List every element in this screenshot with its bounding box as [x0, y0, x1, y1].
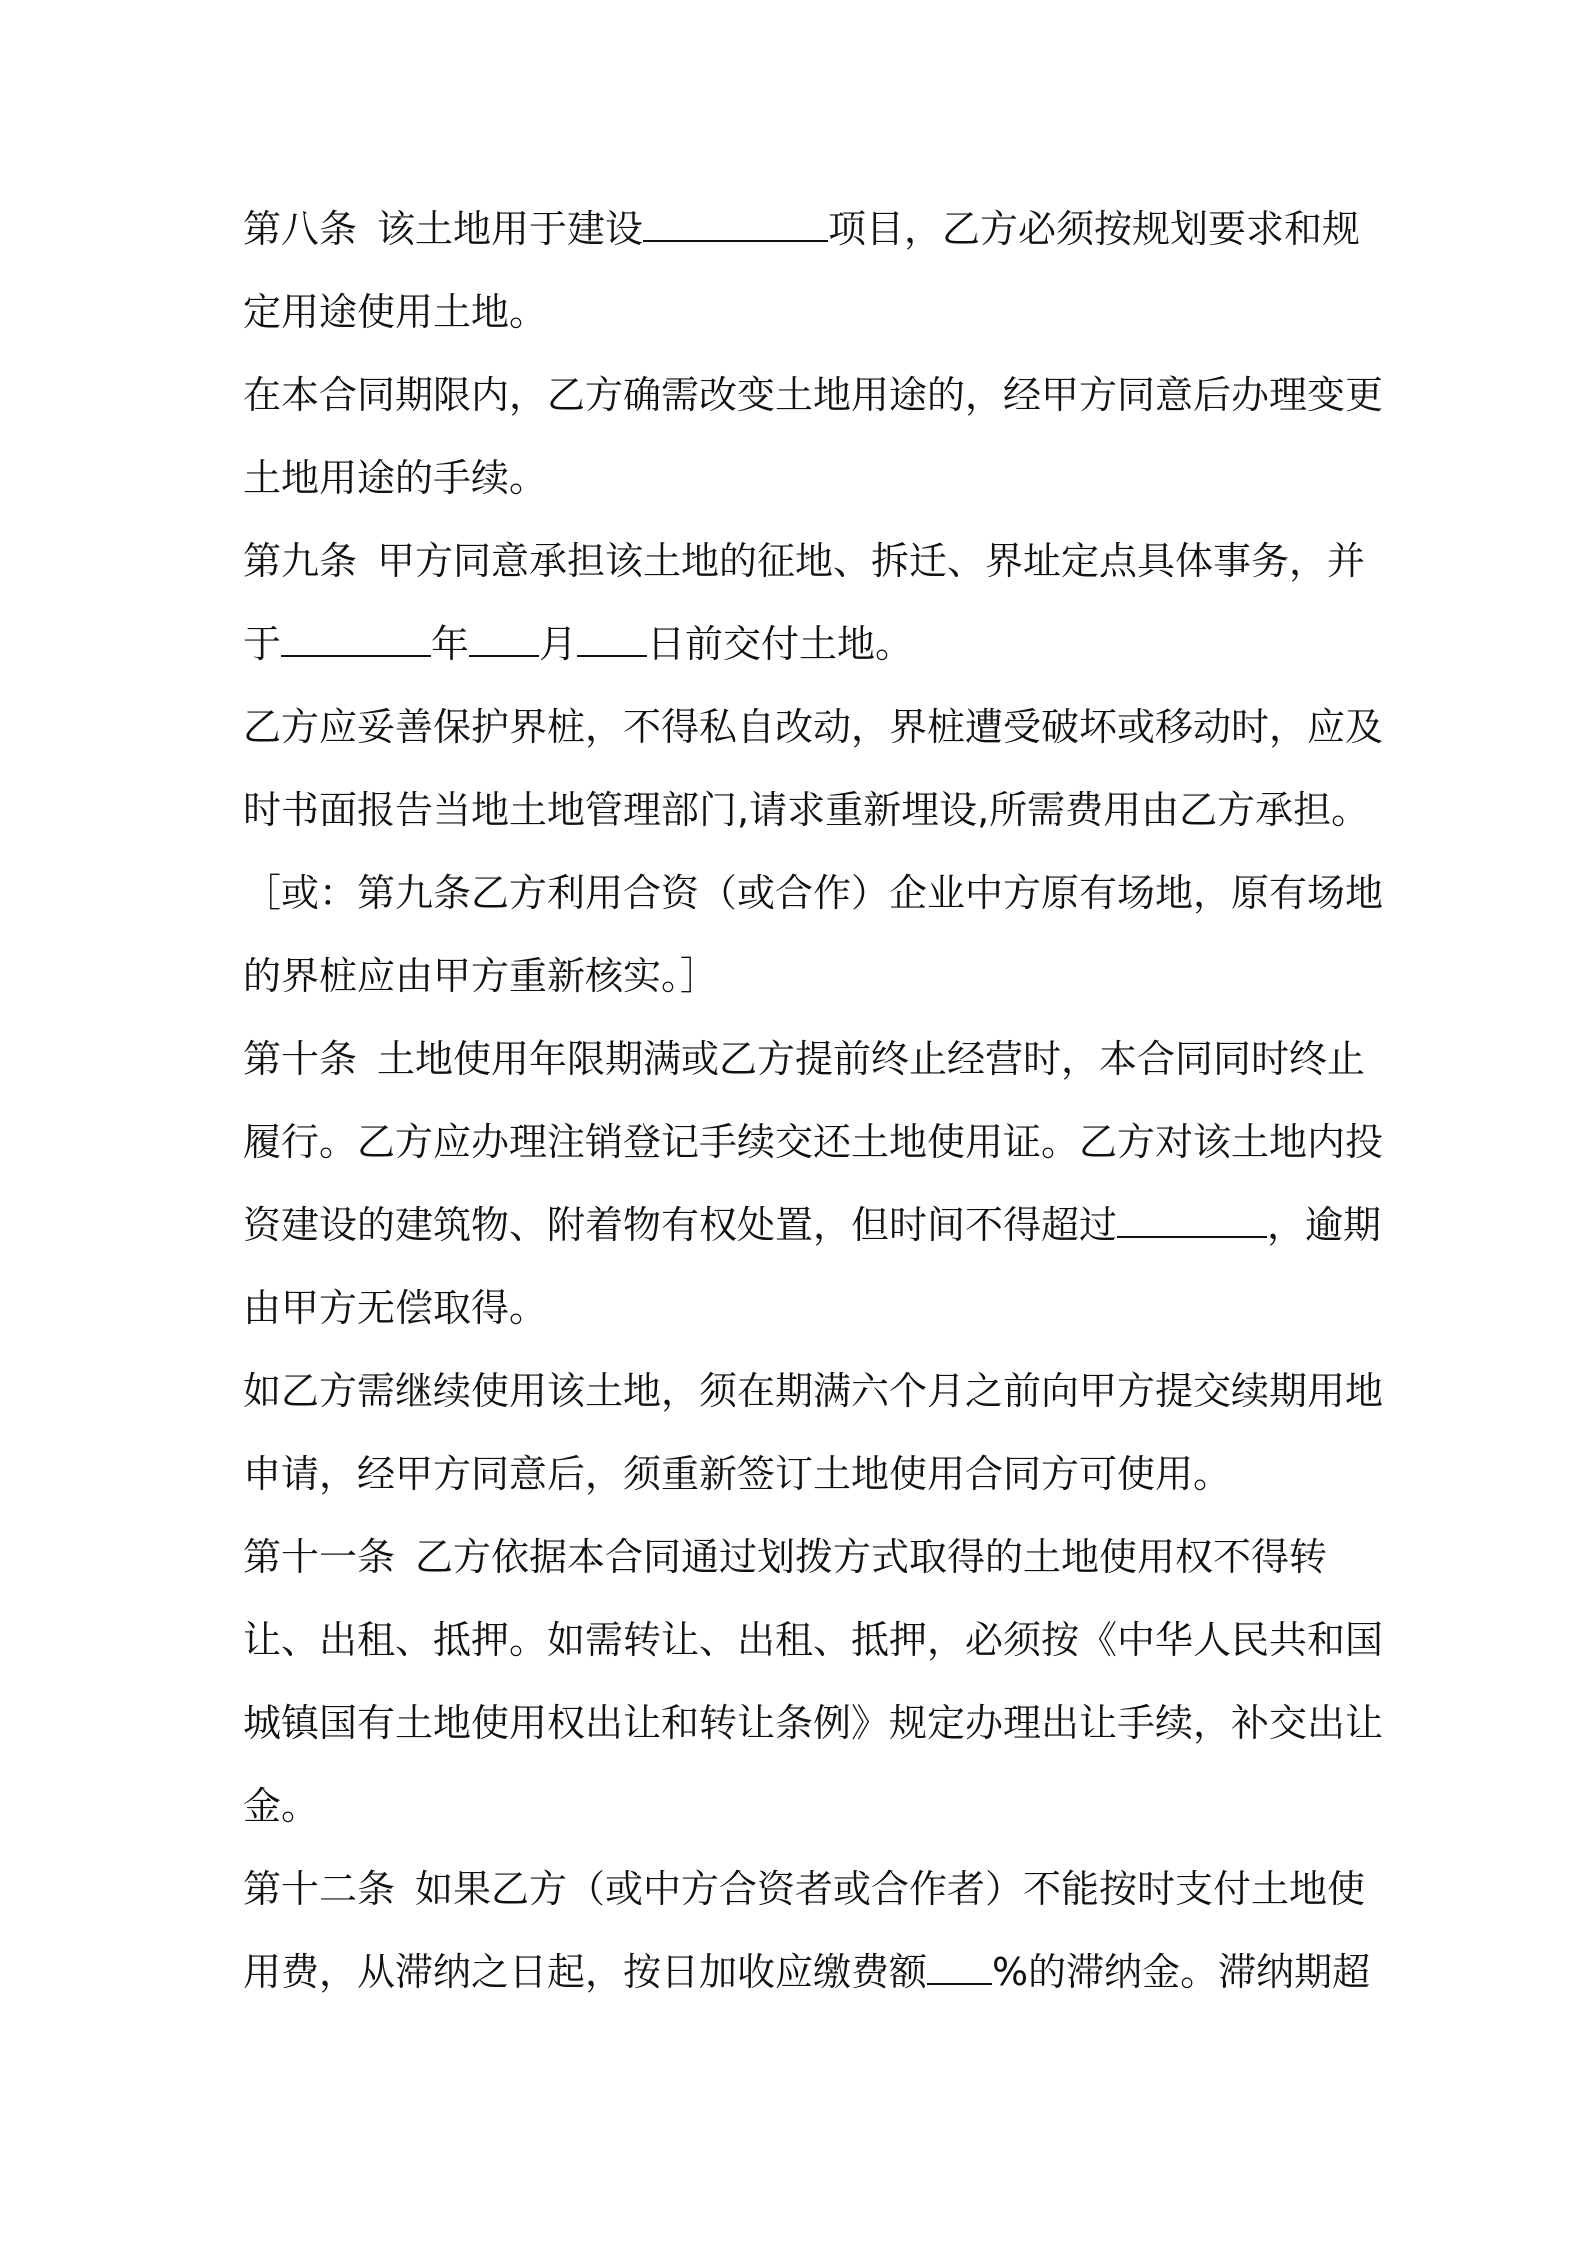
article-11-line-1: 第十一条 乙方依据本合同通过划拨方式取得的土地使用权不得转: [243, 1535, 1328, 1579]
article-12-heading: 第十二条: [243, 1867, 396, 1911]
article-8-heading: 第八条: [243, 207, 358, 251]
article-8-line-4: 土地用途的手续。: [243, 456, 548, 500]
article-9-line-4: 时书面报告当地土地管理部门,请求重新埋设,所需费用由乙方承担。: [243, 788, 1370, 832]
article-8-line-1: 第八条 该土地用于建设 项目，乙方必须按规划要求和规: [243, 207, 1361, 251]
article-8-line-3: 在本合同期限内，乙方确需改变土地用途的，经甲方同意后办理变更: [243, 373, 1384, 417]
article-11-line-2: 让、出租、抵押。如需转让、出租、抵押，必须按《中华人民共和国: [243, 1618, 1384, 1662]
month-blank[interactable]: [469, 621, 539, 657]
article-8-line-2: 定用途使用土地。: [243, 290, 548, 334]
late-fee-rate-blank[interactable]: [927, 1949, 992, 1985]
article-11-line-4: 金。: [243, 1784, 320, 1828]
article-10-heading: 第十条: [243, 1037, 358, 1081]
article-9-line-6: 的界桩应由甲方重新核实。］: [243, 954, 719, 998]
day-blank[interactable]: [577, 621, 647, 657]
article-11-heading: 第十一条: [243, 1535, 396, 1579]
disposal-period-blank[interactable]: [1117, 1202, 1267, 1238]
article-10-line-2: 履行。乙方应办理注销登记手续交还土地使用证。乙方对该土地内投: [243, 1120, 1384, 1164]
year-blank[interactable]: [281, 621, 431, 657]
article-9-heading: 第九条: [243, 539, 358, 583]
article-9-line-3: 乙方应妥善保护界桩，不得私自改动，界桩遭受破坏或移动时，应及: [243, 705, 1384, 749]
article-12-line-2: 用费，从滞纳之日起，按日加收应缴费额 %的滞纳金。滞纳期超: [243, 1950, 1371, 1994]
article-9-line-1: 第九条 甲方同意承担该土地的征地、拆迁、界址定点具体事务，并: [243, 539, 1366, 583]
article-10-line-1: 第十条 土地使用年限期满或乙方提前终止经营时，本合同同时终止: [243, 1037, 1366, 1081]
article-12-line-1: 第十二条 如果乙方（或中方合资者或合作者）不能按时支付土地使: [243, 1867, 1366, 1911]
article-10-line-5: 如乙方需继续使用该土地，须在期满六个月之前向甲方提交续期用地: [243, 1369, 1384, 1413]
project-name-blank[interactable]: [643, 206, 828, 242]
article-11-line-3: 城镇国有土地使用权出让和转让条例》规定办理出让手续，补交出让: [243, 1701, 1384, 1745]
article-9-line-5: ［或：第九条乙方利用合资（或合作）企业中方原有场地，原有场地: [243, 871, 1384, 915]
article-10-line-6: 申请，经甲方同意后，须重新签订土地使用合同方可使用。: [243, 1452, 1232, 1496]
article-10-line-3: 资建设的建筑物、附着物有权处置，但时间不得超过 ，逾期: [243, 1203, 1382, 1247]
article-10-line-4: 由甲方无偿取得。: [243, 1286, 548, 1330]
article-9-line-2: 于 年 月 日前交付土地。: [243, 622, 914, 666]
